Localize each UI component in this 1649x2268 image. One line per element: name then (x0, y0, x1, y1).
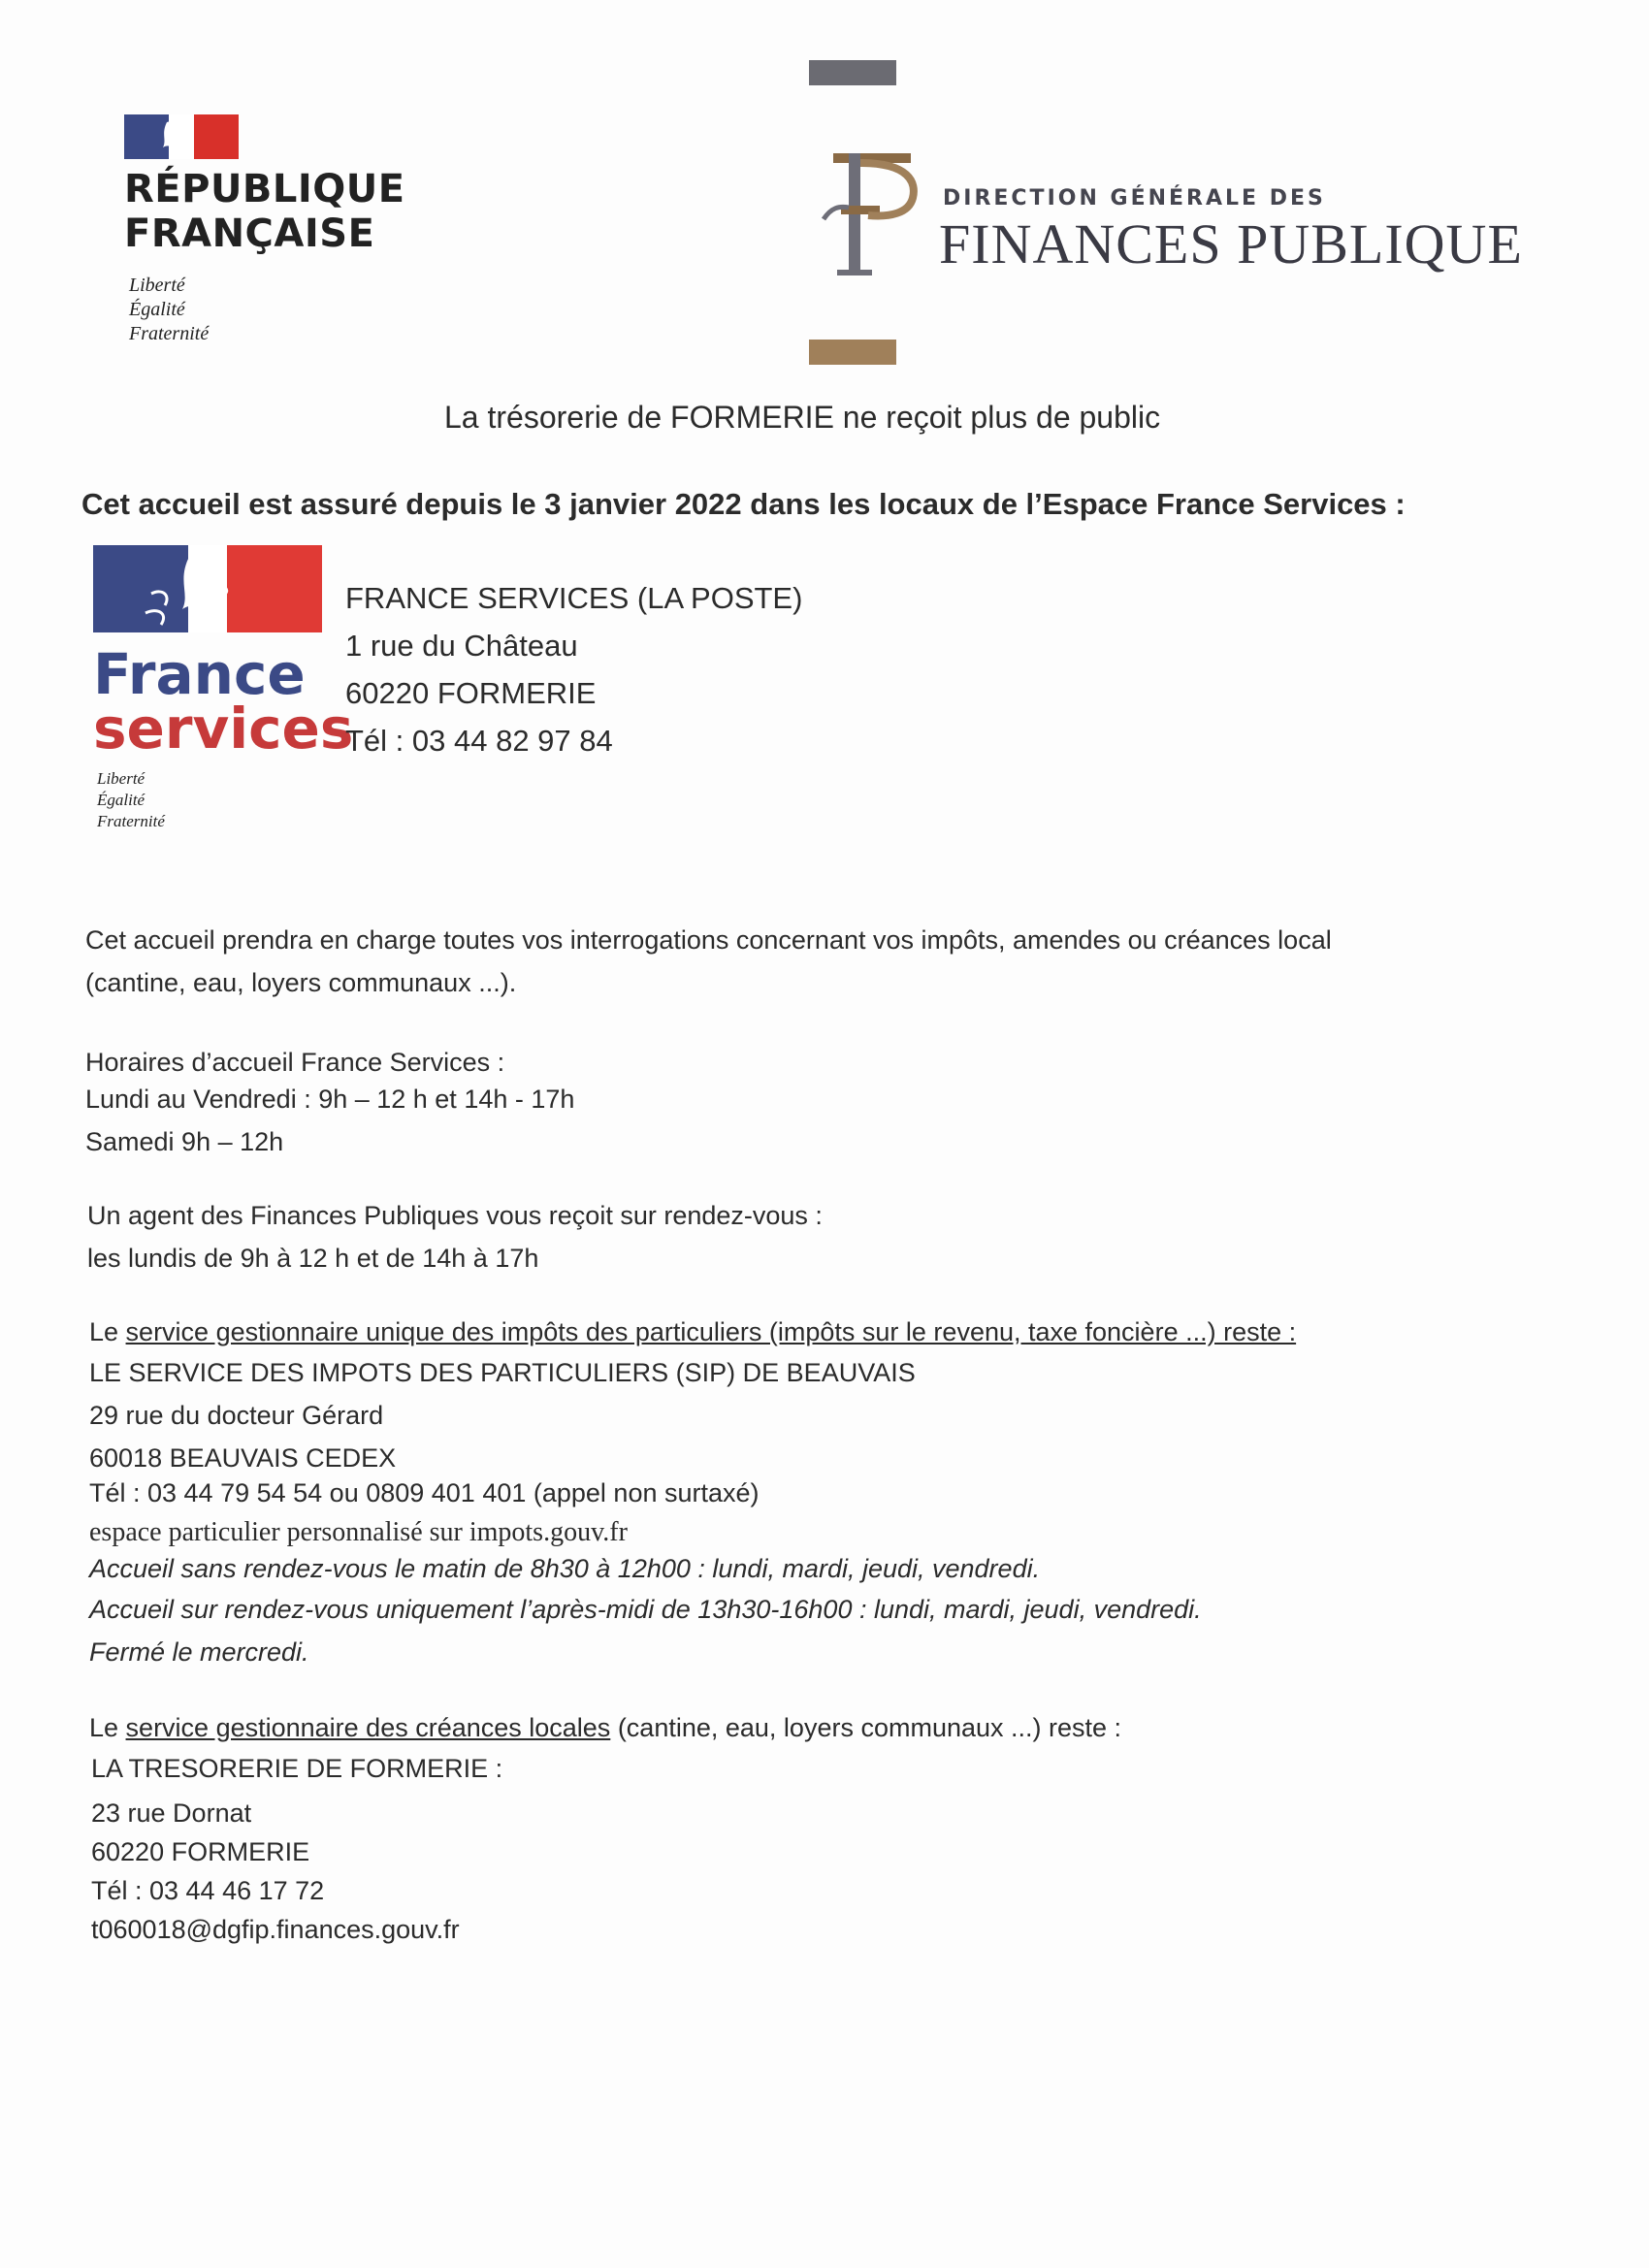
sip-street: 29 rue du docteur Gérard (89, 1401, 384, 1430)
marianne-flag-icon (124, 114, 239, 159)
intro-line1: Cet accueil prendra en charge toutes vos interrogations concernant vos impôts, amendes ou créances local (85, 925, 1332, 955)
creances-street: 23 rue Dornat (91, 1798, 252, 1828)
creances-city: 60220 FORMERIE (91, 1837, 310, 1866)
fs-motto-egalite: Égalité (97, 791, 146, 809)
france-services-word2: services (93, 696, 354, 761)
dgfip-title-line2: FINANCES PUBLIQUE (939, 212, 1523, 275)
fs-address-street: 1 rue du Château (345, 629, 578, 663)
motto-fraternite: Fraternité (129, 323, 210, 344)
fs-motto-fraternite: Fraternité (97, 812, 165, 830)
fs-address-name: FRANCE SERVICES (LA POSTE) (345, 581, 803, 615)
creances-lead-underlined: service gestionnaire des créances locales (125, 1713, 611, 1742)
creances-lead-suffix: (cantine, eau, loyers communaux ...) reste : (610, 1713, 1122, 1742)
sip-phone: Tél : 03 44 79 54 54 ou 0809 401 401 (appel non surtaxé) (89, 1478, 760, 1507)
hours-saturday: Samedi 9h – 12h (85, 1127, 284, 1156)
intro-line2: (cantine, eau, loyers communaux ...). (85, 968, 517, 997)
sip-lead (89, 1317, 1296, 1347)
dgfip-bottom-bar (809, 340, 896, 365)
fs-address-city: 60220 FORMERIE (345, 676, 597, 710)
dgfip-top-bar (809, 60, 896, 85)
republique-name (124, 167, 405, 256)
hours-weekdays: Lundi au Vendredi : 9h – 12 h et 14h - 17h (85, 1085, 575, 1114)
republique-name-line1: RÉPUBLIQUE (124, 167, 405, 211)
sip-morning: Accueil sans rendez-vous le matin de 8h30 à 12h00 : lundi, mardi, jeudi, vendredi. (89, 1554, 1041, 1583)
creances-lead-prefix: Le (89, 1713, 126, 1742)
hours-title: Horaires d’accueil France Services : (85, 1048, 505, 1077)
agent-line2: les lundis de 9h à 12 h et de 14h à 17h (87, 1244, 539, 1273)
republique-motto (129, 274, 209, 346)
sip-afternoon: Accueil sur rendez-vous uniquement l’après-midi de 13h30-16h00 : lundi, mardi, jeudi, vendredi. (89, 1595, 1202, 1624)
motto-egalite: Égalité (129, 299, 185, 320)
motto-liberte: Liberté (129, 275, 185, 296)
france-services-address (345, 574, 802, 764)
creances-email[interactable]: t060018@dgfip.finances.gouv.fr (91, 1915, 460, 1944)
sip-city: 60018 BEAUVAIS CEDEX (89, 1443, 397, 1473)
sip-web: espace particulier personnalisé sur impots.gouv.fr (89, 1517, 628, 1547)
sip-lead-underlined: service gestionnaire unique des impôts des particuliers (impôts sur le revenu, taxe foncière ...) reste : (125, 1317, 1297, 1346)
creances-name: LA TRESORERIE DE FORMERIE : (91, 1754, 503, 1783)
france-services-word1: France (93, 641, 306, 707)
sip-lead-prefix: Le (89, 1317, 126, 1346)
france-services-flag-icon (93, 545, 322, 632)
sip-closed: Fermé le mercredi. (89, 1637, 309, 1667)
announcement: Cet accueil est assuré depuis le 3 janvier 2022 dans les locaux de l’Espace France Services : (81, 487, 1406, 521)
republique-name-line2: FRANÇAISE (124, 211, 375, 256)
fs-motto-liberte: Liberté (97, 769, 146, 788)
fs-address-phone: Tél : 03 44 82 97 84 (345, 724, 613, 758)
france-services-motto (97, 768, 165, 832)
page-headline: La trésorerie de FORMERIE ne reçoit plus de public (444, 400, 1161, 435)
dgfip-title-line1: DIRECTION GÉNÉRALE DES (943, 186, 1326, 211)
sip-name: LE SERVICE DES IMPOTS DES PARTICULIERS (SIP) DE BEAUVAIS (89, 1358, 916, 1387)
creances-lead (89, 1713, 1121, 1743)
agent-line1: Un agent des Finances Publiques vous reçoit sur rendez-vous : (87, 1201, 823, 1230)
dgfip-fp-monogram-icon (820, 144, 926, 279)
creances-phone: Tél : 03 44 46 17 72 (91, 1876, 325, 1905)
